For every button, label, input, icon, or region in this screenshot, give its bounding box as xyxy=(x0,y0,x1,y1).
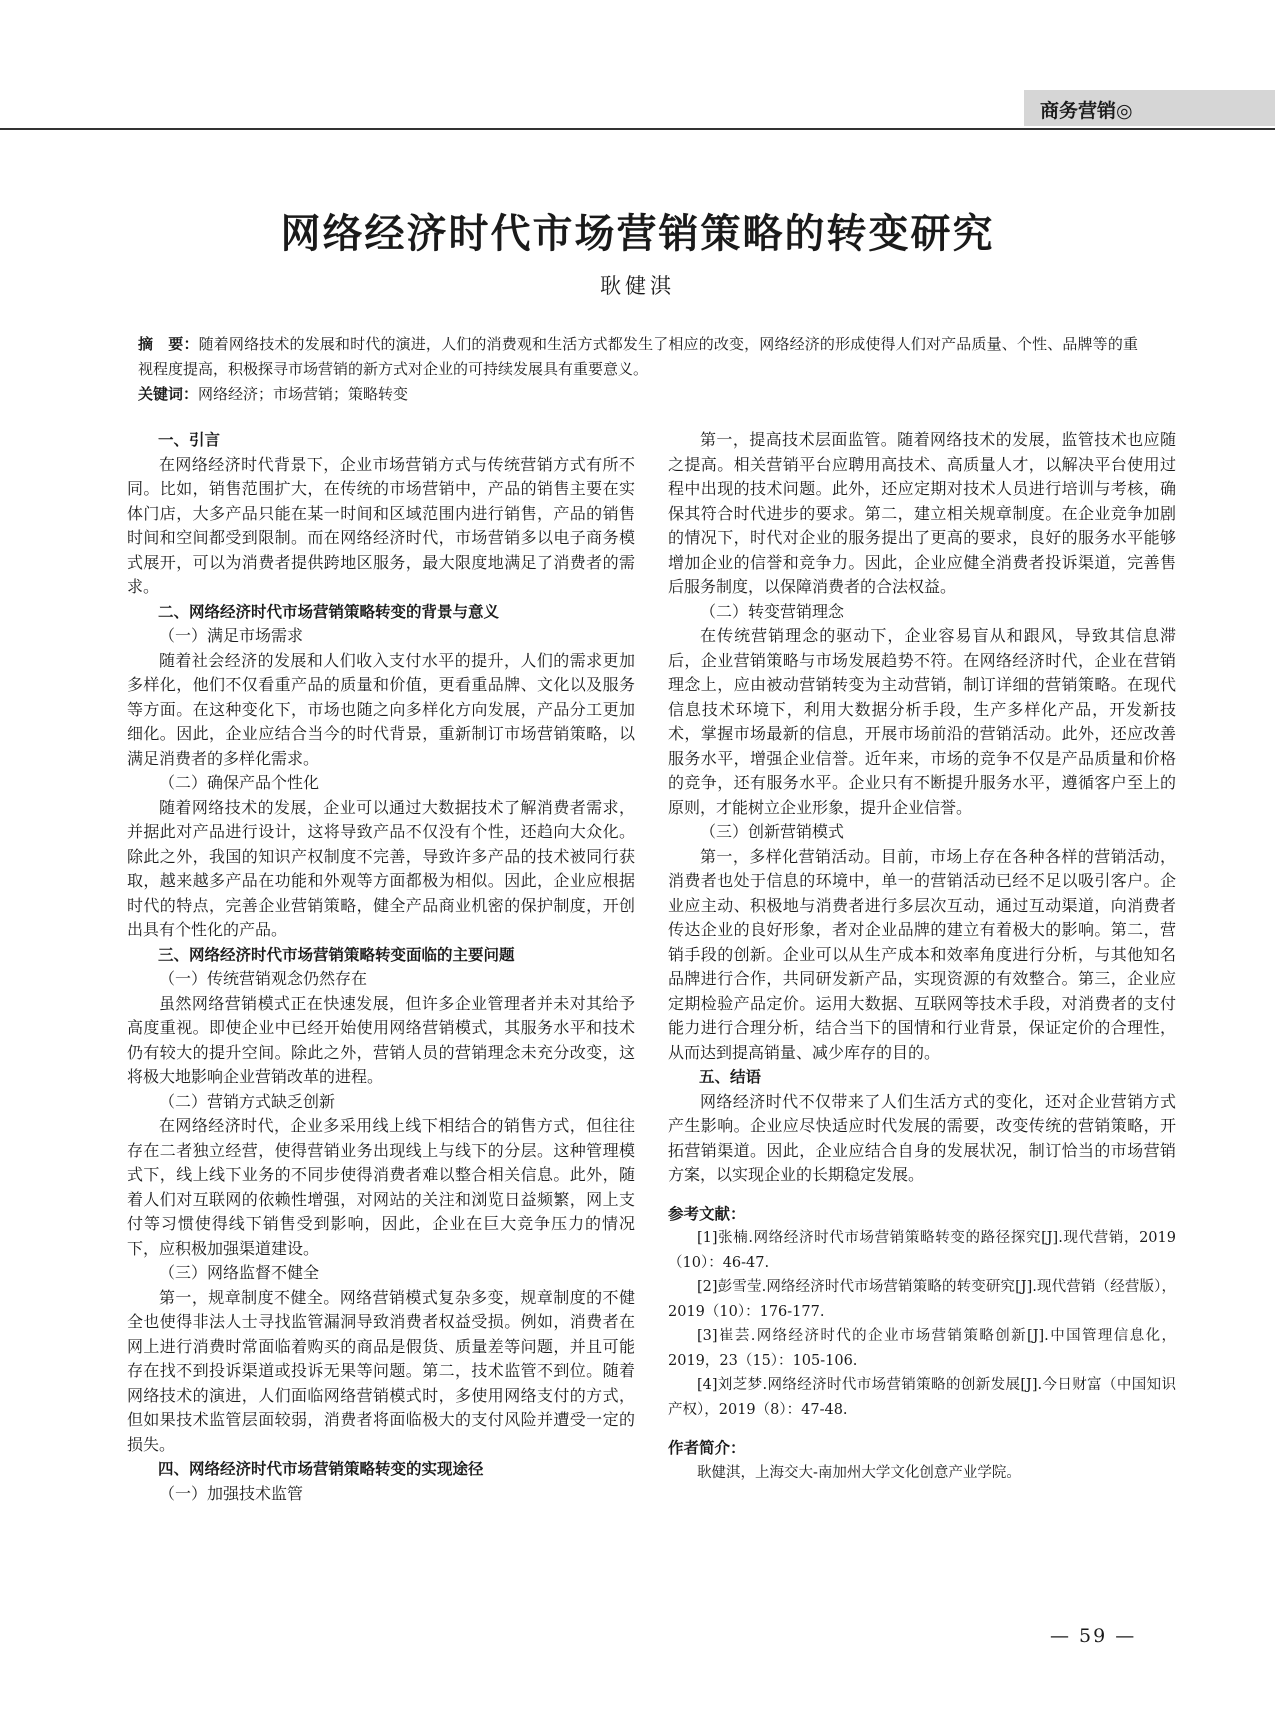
abstract-text: 随着网络技术的发展和时代的演进，人们的消费观和生活方式都发生了相应的改变，网络经济的形成使得人们对产品质量、个性、品牌等的重视程度提高，积极探寻市场营销的新方式对企业的可持续发展具有重要意义。 xyxy=(138,335,1138,378)
subsection-heading: （一）满足市场需求 xyxy=(159,626,304,645)
page-number: — 59 — xyxy=(1050,1625,1137,1647)
article-title: 网络经济时代市场营销策略的转变研究 xyxy=(280,211,995,257)
section-heading: 二、网络经济时代市场营销策略转变的背景与意义 xyxy=(158,602,500,621)
subsection-heading: （二）确保产品个性化 xyxy=(159,773,320,792)
paragraph: 随着社会经济的发展和人们收入支付水平的提升，人们的需求更加多样化，他们不仅看重产品的质量和价值，更看重品牌、文化以及服务等方面。在这种变化下，市场也随之向多样化方向发展，产品分工更加细化。因此，企业应结合当今的时代背景，重新制订市场营销策略，以满足消费者的多样化需求。 xyxy=(127,650,635,768)
section-label: 商务营销◎ xyxy=(1040,100,1133,122)
keywords-label: 关键词： xyxy=(138,385,199,403)
subsection-heading: （一）加强技术监管 xyxy=(159,1483,304,1503)
references-title: 参考文献： xyxy=(668,1204,746,1223)
subsection-heading: （三）创新营销模式 xyxy=(700,822,845,841)
paragraph: 网络经济时代不仅带来了人们生活方式的变化，还对企业营销方式产生影响。企业应尽快适应时代发展的需要，改变传统的营销策略，开拓营销渠道。因此，企业应结合自身的发展状况，制订恰当的市场营销方案，以实现企业的长期稳定发展。 xyxy=(668,1091,1176,1184)
keywords-text: 网络经济；市场营销；策略转变 xyxy=(198,385,409,403)
paragraph: 随着网络技术的发展，企业可以通过大数据技术了解消费者需求，并据此对产品进行设计，这将导致产品不仅没有个性，还趋向大众化。除此之外，我国的知识产权制度不完善，导致许多产品的技术被同行获取，越来越多产品在功能和外观等方面都极为相似。因此，企业应根据时代的特点，完善企业营销策略，健全产品商业机密的保护制度，开创出具有个性化的产品。 xyxy=(127,797,635,939)
section-heading: 五、结语 xyxy=(699,1068,762,1086)
subsection-heading: （一）传统营销观念仍然存在 xyxy=(159,969,368,988)
reference-item: [2]彭雪莹.网络经济时代市场营销策略的转变研究[J].现代营销（经营版），2019（10）：176-177. xyxy=(668,1279,1176,1320)
paragraph: 第一，规章制度不健全。网络营销模式复杂多变，规章制度的不健全也使得非法人士寻找监管漏洞导致消费者权益受损。例如，消费者在网上进行消费时常面临着购买的商品是假货、质量差等问题，并且可能存在找不到投诉渠道或投诉无果等问题。第二，技术监管不到位。随着网络技术的演进，人们面临网络营销模式时，多使用网络支付的方式，但如果技术监管层面较弱，消费者将面临极大的支付风险并遭受一定的损失。 xyxy=(127,1287,635,1454)
section-heading: 一、引言 xyxy=(158,431,221,449)
author-intro-title: 作者简介： xyxy=(668,1439,746,1457)
subsection-heading: （二）营销方式缺乏创新 xyxy=(159,1091,336,1111)
right-column xyxy=(668,428,1176,1485)
section-heading: 三、网络经济时代市场营销策略转变面临的主要问题 xyxy=(158,945,515,964)
abstract-label: 摘 要： xyxy=(138,335,199,353)
abstract xyxy=(138,332,1138,382)
article-author: 耿健淇 xyxy=(600,274,675,298)
paragraph: 在网络经济时代，企业多采用线上线下相结合的销售方式，但往往存在二者独立经营，使得营销业务出现线上与线下的分层。这种管理模式下，线上线下业务的不同步使得消费者难以整合相关信息。此外，随着人们对互联网的依赖性增强，对网站的关注和浏览日益频繁，网上支付等习惯使得线下销售受到影响，因此，企业在巨大竞争压力的情况下，应积极加强渠道建设。 xyxy=(127,1116,635,1258)
paragraph: 虽然网络营销模式正在快速发展，但许多企业管理者并未对其给予高度重视。即使企业中已经开始使用网络营销模式，其服务水平和技术仍有较大的提升空间。除此之外，营销人员的营销理念未充分改变，这将极大地影响企业营销改革的进程。 xyxy=(127,993,635,1086)
reference-item: [4]刘芝梦.网络经济时代市场营销策略的创新发展[J].今日财富（中国知识产权），2019（8）：47-48. xyxy=(668,1377,1176,1418)
left-column xyxy=(127,428,635,1506)
keywords xyxy=(138,382,1138,407)
reference-item: [1]张楠.网络经济时代市场营销策略转变的路径探究[J].现代营销，2019（10）：46-47. xyxy=(668,1230,1176,1271)
header-rule xyxy=(0,128,1275,130)
author-intro: 耿健淇，上海交大-南加州大学文化创意产业学院。 xyxy=(697,1464,1021,1481)
section-heading: 四、网络经济时代市场营销策略转变的实现途径 xyxy=(158,1460,484,1478)
paragraph: 第一，多样化营销活动。目前，市场上存在各种各样的营销活动，消费者也处于信息的环境中，单一的营销活动已经不足以吸引客户。企业应主动、积极地与消费者进行多层次互动，通过互动渠道，向消费者传达企业的良好形象，者对企业品牌的建立有着极大的影响。第二，营销手段的创新。企业可以从生产成本和效率角度进行分析，与其他知名品牌进行合作，共同研发新产品，实现资源的有效整合。第三，企业应定期检验产品定价。运用大数据、互联网等技术手段，对消费者的支付能力进行合理分析，结合当下的国情和行业背景，保证定价的合理性，从而达到提高销量、减少库存的目的。 xyxy=(668,846,1176,1062)
paragraph: 在传统营销理念的驱动下，企业容易盲从和跟风，导致其信息滞后，企业营销策略与市场发展趋势不符。在网络经济时代，企业在营销理念上，应由被动营销转变为主动营销，制订详细的营销策略。在现代信息技术环境下，利用大数据分析手段，生产多样化产品，开发新技术，掌握市场最新的信息，开展市场前沿的营销活动。此外，还应改善服务水平，增强企业信誉。近年来，市场的竞争不仅是产品质量和价格的竞争，还有服务水平。企业只有不断提升服务水平，遵循客户至上的原则，才能树立企业形象，提升企业信誉。 xyxy=(668,626,1176,817)
subsection-heading: （三）网络监督不健全 xyxy=(159,1263,320,1282)
paragraph: 第一，提高技术层面监管。随着网络技术的发展，监管技术也应随之提高。相关营销平台应聘用高技术、高质量人才，以解决平台使用过程中出现的技术问题。此外，还应定期对技术人员进行培训与考核，确保其符合时代进步的要求。第二，建立相关规章制度。在企业竞争加剧的情况下，时代对企业的服务提出了更高的要求，良好的服务水平能够增加企业的信誉和竞争力。因此，企业应健全消费者投诉渠道，完善售后服务制度，以保障消费者的合法权益。 xyxy=(668,430,1176,596)
reference-item: [3]崔芸.网络经济时代的企业市场营销策略创新[J].中国管理信息化，2019，23（15）：105-106. xyxy=(668,1328,1176,1369)
paragraph: 在网络经济时代背景下，企业市场营销方式与传统营销方式有所不同。比如，销售范围扩大，在传统的市场营销中，产品的销售主要在实体门店，大多产品只能在某一时间和区域范围内进行销售，产品的销售时间和空间都受到限制。而在网络经济时代，市场营销多以电子商务模式展开，可以为消费者提供跨地区服务，最大限度地满足了消费者的需求。 xyxy=(127,454,635,596)
subsection-heading: （二）转变营销理念 xyxy=(700,601,845,621)
